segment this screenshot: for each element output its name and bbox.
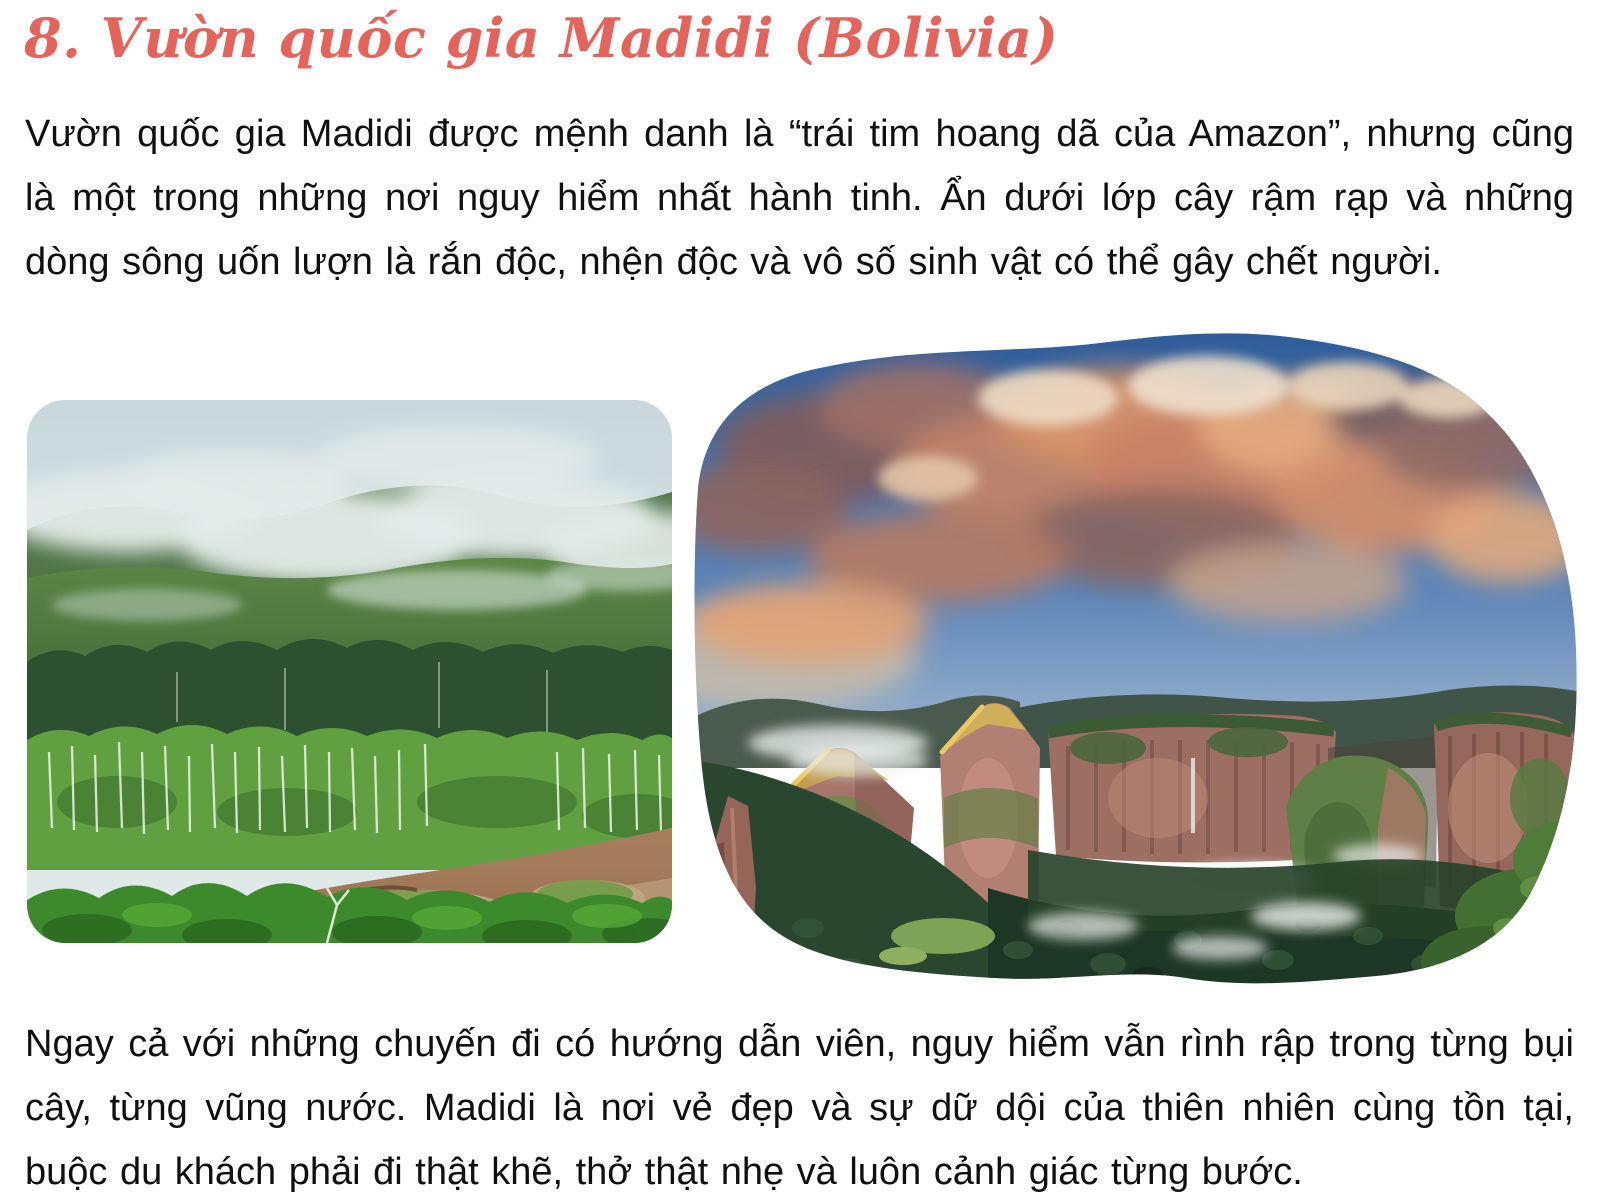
closing-paragraph: Ngay cả với những chuyến đi có hướng dẫn viên, nguy hiểm vẫn rình rập trong từng bụi cây, từng vũng nước. Madidi là nơi vẻ đẹp và sự dữ dội của thiên nhiên cùng tồn tại, buộc du khách phải đi thật khẽ, thở thật nhẹ và luôn cảnh giác từng bước. bbox=[25, 1023, 1574, 1193]
intro-paragraph: Vườn quốc gia Madidi được mệnh danh là “trái tim hoang dã của Amazon”, nhưng cũng là một trong những nơi nguy hiểm nhất hành tinh. Ẩn dưới lớp cây rậm rạp và những dòng sông uốn lượn là rắn độc, nhện độc và vô số sinh vật có thể gây chết người. bbox=[25, 113, 1574, 283]
sunset-canyon-photo bbox=[688, 328, 1582, 986]
section-heading: 8. Vườn quốc gia Madidi (Bolivia) bbox=[24, 6, 1059, 70]
rainforest-river-photo bbox=[27, 400, 672, 943]
rainforest-river-graphic bbox=[27, 400, 672, 943]
sunset-canyon-graphic bbox=[688, 328, 1582, 986]
